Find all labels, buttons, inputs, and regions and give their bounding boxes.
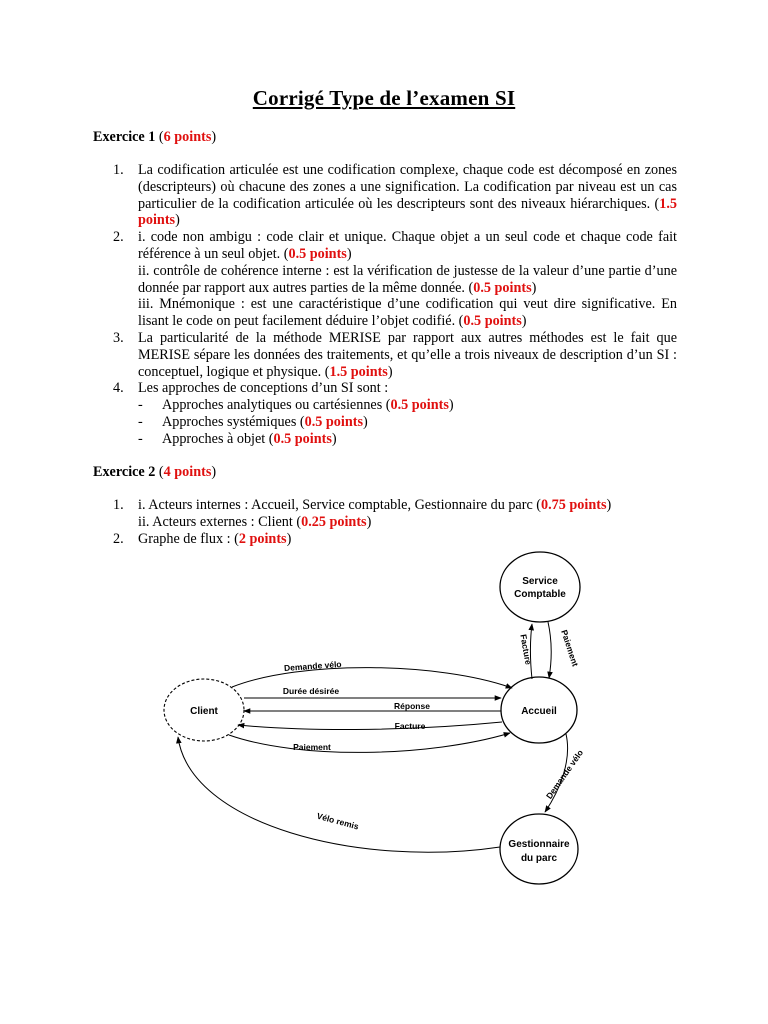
sub-dash: -	[138, 430, 143, 447]
sub-points: 0.5 points	[304, 413, 363, 430]
ex2-item-1-part-i-text: i. Acteurs internes : Accueil, Service comptable, Gestionnaire du parc (	[138, 497, 542, 513]
label-paiement-down: Paiement	[559, 628, 581, 668]
ex1-item-2-number: 2.	[113, 229, 124, 246]
ex1-item-3-number: 3.	[113, 329, 124, 346]
flow-velo-remis-arrow	[178, 737, 500, 852]
label-paiement: Paiement	[293, 742, 331, 752]
ex1-item-2-part-i-text: i. code non ambigu : code clair et unique. Chaque objet a un seul code et chaque code fait référence à un seul objet. (	[138, 229, 677, 262]
ex1-item-4-number: 4.	[113, 380, 124, 397]
ex1-item-1-body: La codification articulée est une codification complexe, chaque code est décomposé en zones (descripteurs) où chacune des zones a une signification. La codification par niveau est un cas particulier de la codification articulée où les descripteurs sont des niveaux hiérarchiques. (	[138, 162, 677, 212]
ex2-item-1-part-i-points: 0.75 points	[541, 497, 607, 513]
sub-points: 0.5 points	[273, 430, 332, 447]
flow-demande-velo-arrow	[232, 668, 512, 688]
ex2-item-1-number: 1.	[113, 497, 124, 513]
ex2-item-2-tail: )	[286, 530, 292, 547]
exercise-1-open: (	[155, 129, 164, 145]
ex1-item-2-part-iii-text: iii. Mnémonique : est une caractéristique d’une codification qui veut dire significative. En lisant le code on peut facilement déduire l’objet codifié. (	[138, 296, 677, 330]
flow-paiement-down-arrow	[548, 622, 551, 678]
ex1-item-2-part-iii-points: 0.5 points	[463, 313, 522, 330]
ex1-item-2-part-i-points: 0.5 points	[288, 245, 347, 262]
exercise-1-points: 6 points	[163, 129, 212, 145]
sub-dash: -	[138, 397, 143, 414]
exercise-2-label: Exercice 2	[93, 464, 156, 480]
ex1-item-3-points: 1.5 points	[329, 363, 388, 380]
exercise-2-open: (	[155, 464, 164, 480]
ex1-item-3-tail: )	[387, 363, 393, 380]
label-facture-up: Facture	[518, 633, 534, 666]
sub-tail: )	[448, 397, 454, 414]
sub-tail: )	[331, 430, 337, 447]
ex2-item-2-number: 2.	[113, 530, 124, 547]
label-demande-velo: Demande vélo	[283, 659, 342, 674]
ex2-item-1-part-ii-text: ii. Acteurs externes : Client (	[138, 513, 302, 530]
ex1-item-2-part-ii-text: ii. contrôle de cohérence interne : est la vérification de justesse de la valeur d’une partie d’une donnée par rapport aux autres parties de la même donnée. (	[138, 262, 677, 296]
ex1-item-2-part-ii-tail: )	[531, 279, 537, 296]
accueil-label: Accueil	[521, 706, 557, 717]
exercise-2-points: 4 points	[163, 464, 212, 480]
label-reponse: Réponse	[394, 701, 430, 711]
sub-tail: )	[362, 413, 368, 430]
ex1-item-2-part-i-tail: )	[346, 245, 352, 262]
label-velo-remis: Vélo remis	[315, 810, 360, 832]
ex2-item-1-part-ii-points: 0.25 points	[301, 513, 367, 530]
client-label: Client	[190, 706, 218, 717]
flow-paiement-arrow	[229, 733, 510, 752]
label-duree-desiree: Durée désirée	[282, 686, 340, 696]
exercise-1-label: Exercice 1	[93, 129, 156, 145]
label-facture: Facture	[394, 721, 426, 731]
ex1-item-1-number: 1.	[113, 162, 124, 178]
sub-text: Approches systémiques (	[162, 413, 305, 430]
sub-text: Approches analytiques ou cartésiennes (	[162, 397, 391, 414]
flow-facture-arrow	[238, 722, 502, 730]
ex1-item-1-tail: )	[175, 212, 180, 229]
ex1-item-2-part-iii-tail: )	[521, 313, 527, 330]
service-label-2: Comptable	[514, 589, 566, 600]
sub-points: 0.5 points	[390, 397, 449, 414]
ex2-item-1-part-i-tail: )	[606, 497, 612, 513]
ex1-item-3-body: La particularité de la méthode MERISE par rapport aux autres méthodes est le fait que MERISE sépare les données des traitements, et qu’elle a trois niveaux de description d’un SI : conceptuel, logique et physique. (	[138, 329, 677, 380]
sub-text: Approches à objet (	[162, 430, 274, 447]
sub-dash: -	[138, 413, 143, 430]
gestionnaire-label-1: Gestionnaire	[508, 839, 570, 850]
ex1-item-4-text: Les approches de conceptions d’un SI sont :	[138, 380, 389, 397]
service-label-1: Service	[522, 576, 558, 587]
ex2-item-1-part-ii-tail: )	[366, 513, 372, 530]
exercise-2-close: )	[211, 464, 217, 480]
ex1-item-2-part-ii-points: 0.5 points	[473, 279, 532, 296]
ex2-item-2-points: 2 points	[238, 530, 287, 547]
gestionnaire-label-2: du parc	[520, 853, 558, 864]
service-comptable-node	[500, 552, 580, 622]
label-demande-velo-gest: Demande vélo	[543, 747, 586, 801]
document-title: Corrigé Type de l’examen SI	[252, 86, 516, 110]
ex2-item-2-body: Graphe de flux : (	[138, 530, 239, 547]
ex1-item-1-points: 1.5 points	[138, 195, 677, 229]
exercise-1-close: )	[211, 129, 217, 145]
